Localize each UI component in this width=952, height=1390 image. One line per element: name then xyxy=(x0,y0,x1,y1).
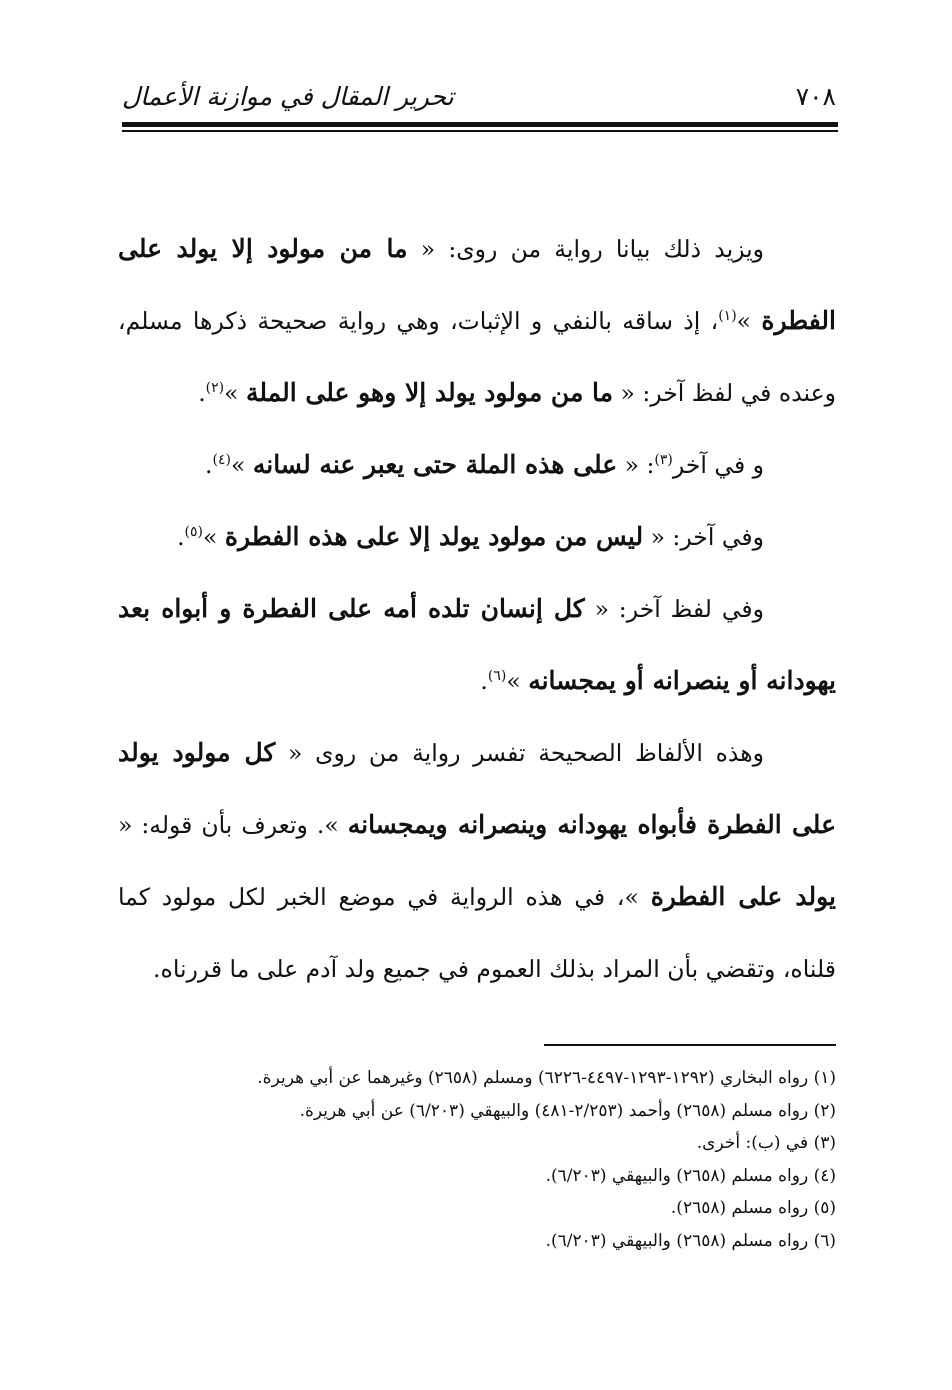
hadith-quote: ما من مولود يولد إلا وهو على الملة xyxy=(246,378,614,407)
paragraph-1 xyxy=(118,213,836,429)
hadith-quote: يولد على الفطرة xyxy=(650,882,836,911)
text-run: . xyxy=(198,379,206,407)
footnote-marker: (٣) xyxy=(654,452,673,469)
text-run: »، في هذه الرواية في موضع الخبر لكل مولود كما قلناه، وتقضي بأن المراد بذلك العموم في جميع ولد آدم على ما قررناه. xyxy=(118,883,836,983)
text-run: . xyxy=(205,451,213,479)
main-text xyxy=(118,213,836,1005)
footnote-1: (١) رواه البخاري (١٢٩٢-١٢٩٣-٤٤٩٧-٦٢٢٦) ومسلم (٢٦٥٨) وغيرهما عن أبي هريرة. xyxy=(257,1068,836,1088)
footnote-marker: (٥) xyxy=(184,524,204,541)
paragraph-2 xyxy=(118,429,836,501)
hadith-quote: ليس من مولود يولد إلا على هذه الفطرة xyxy=(224,522,644,551)
page-header xyxy=(122,82,836,124)
paragraph-4 xyxy=(118,573,836,717)
text-run: وهذه الألفاظ الصحيحة تفسر رواية من روى « xyxy=(275,739,764,767)
text-run: » xyxy=(230,451,253,479)
text-run: » xyxy=(203,523,225,551)
paragraph-5 xyxy=(118,717,836,1005)
hadith-quote: كل إنسان تلده أمه على الفطرة و أبواه بعد يهودانه أو ينصرانه أو يمجسانه xyxy=(118,594,836,695)
footnote-marker: (١) xyxy=(718,308,737,325)
header-rule-thick xyxy=(122,122,838,127)
hadith-quote: على هذه الملة حتى يعبر عنه لسانه xyxy=(252,450,618,479)
page-number: ٧٠٨ xyxy=(795,82,836,111)
text-run: . xyxy=(480,667,488,695)
text-run: ، إذ ساقه بالنفي و الإثبات، وهي رواية صحيحة ذكرها مسلم، وعنده في لفظ آخر: « xyxy=(118,307,836,407)
text-run: وفي لفظ آخر: « xyxy=(584,595,764,623)
hadith-quote: ما من مولود إلا يولد على الفطرة xyxy=(118,234,836,335)
hadith-quote: كل مولود يولد على الفطرة فأبواه يهودانه وينصرانه ويمجسانه xyxy=(118,738,836,839)
footnote-separator xyxy=(544,1044,836,1046)
text-run: » xyxy=(736,307,762,335)
footnote-5: (٥) رواه مسلم (٢٦٥٨). xyxy=(670,1198,836,1219)
footnote-4: (٤) رواه مسلم (٢٦٥٨) والبيهقي (٦/٢٠٣). xyxy=(545,1165,836,1186)
text-run: ويزيد ذلك بيانا رواية من روى: « xyxy=(407,235,764,263)
footnote-3: (٣) في (ب): أخرى. xyxy=(696,1133,836,1154)
text-run: : « xyxy=(617,451,655,479)
text-run: و في آخر xyxy=(672,451,764,479)
footnote-2: (٢) رواه مسلم (٢٦٥٨) وأحمد (٢/٢٥٣-٤٨١) والبيهقي (٦/٢٠٣) عن أبي هريرة. xyxy=(299,1100,836,1121)
text-run: . xyxy=(177,523,185,551)
text-run: وفي آخر: « xyxy=(643,523,764,551)
footnote-marker: (٤) xyxy=(212,452,231,469)
footnotes xyxy=(140,1062,836,1258)
running-title: تحرير المقال في موازنة الأعمال xyxy=(122,82,454,111)
text-run: » xyxy=(224,379,246,407)
paragraph-3 xyxy=(118,501,836,573)
text-run: » xyxy=(506,667,529,695)
footnote-6: (٦) رواه مسلم (٢٦٥٨) والبيهقي (٦/٢٠٣). xyxy=(545,1230,836,1251)
text-run: ». وتعرف بأن قوله: « xyxy=(118,811,348,839)
footnote-marker: (٦) xyxy=(487,668,507,685)
header-rule-thin xyxy=(122,130,838,132)
footnote-marker: (٢) xyxy=(205,380,225,397)
